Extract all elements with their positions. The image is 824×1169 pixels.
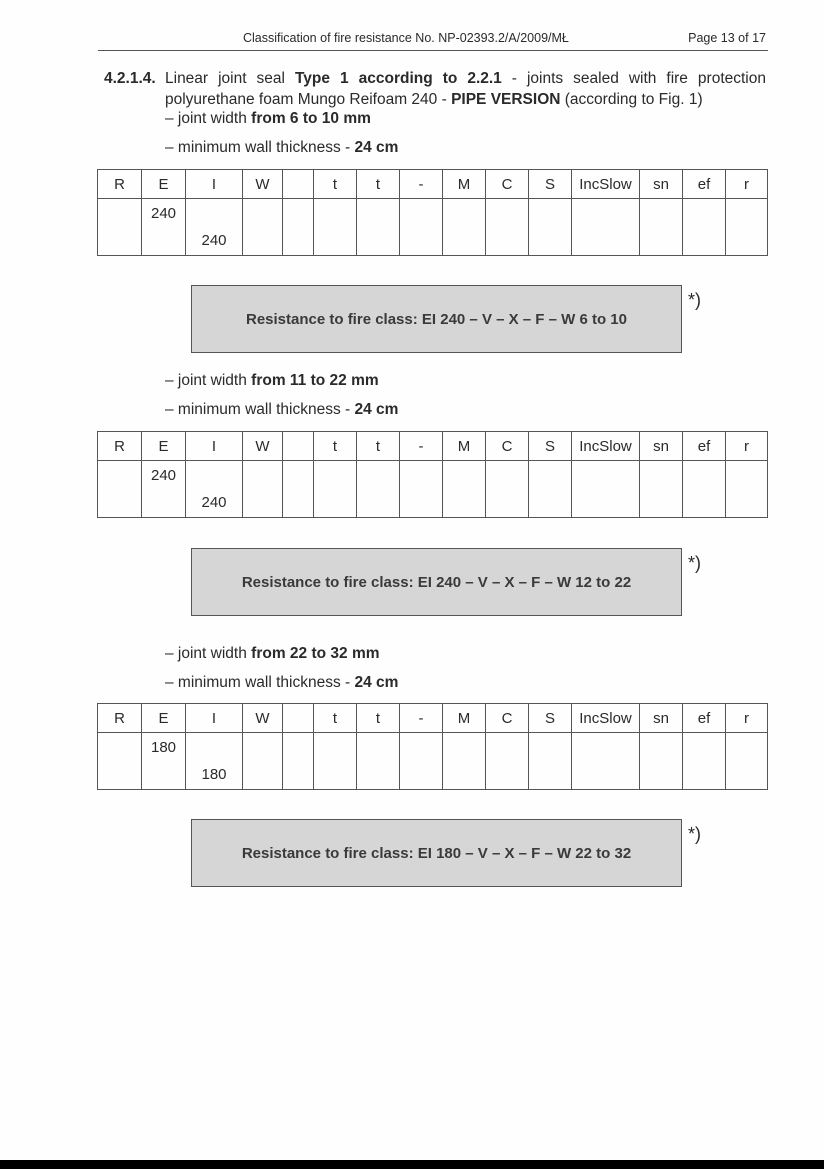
value: 24 cm [354,139,399,156]
table-cell [640,199,683,256]
column-header: r [726,432,768,461]
column-header: t [314,432,357,461]
table-value-row [98,199,768,256]
column-header: R [98,704,142,733]
column-header: I [186,704,243,733]
table-cell [443,733,486,790]
value: from 6 to 10 mm [251,110,371,127]
column-header: E [142,170,186,199]
column-header: W [243,704,283,733]
label: – joint width [165,645,252,662]
column-header: - [400,432,443,461]
column-header: M [443,704,486,733]
table-cell [400,199,443,256]
table-cell [726,733,768,790]
page-number: Page 13 of 17 [688,31,766,45]
column-header: sn [640,170,683,199]
table-cell [400,461,443,518]
wall-thickness-line [165,401,398,419]
table-cell [142,733,186,790]
column-header: S [529,170,572,199]
table-cell [98,733,142,790]
table-cell [486,461,529,518]
table-cell [529,199,572,256]
column-header: I [186,432,243,461]
classification-table [97,703,768,790]
column-header: S [529,432,572,461]
table-cell [683,199,726,256]
table-cell [572,199,640,256]
table-value-row [98,733,768,790]
scan-edge [0,1160,824,1169]
column-header: E [142,432,186,461]
column-header: W [243,432,283,461]
table-cell [640,461,683,518]
column-header: R [98,432,142,461]
wall-thickness-line [165,139,398,157]
joint-width-line [165,110,371,128]
e-value: 240 [150,205,177,222]
document-reference: Classification of fire resistance No. NP-02393.2/A/2009/MŁ [243,31,569,45]
section-text-1: Linear joint seal [165,70,295,87]
table-cell [186,461,243,518]
table-cell [486,199,529,256]
column-header: C [486,170,529,199]
table-cell [357,461,400,518]
label: – minimum wall thickness - [165,674,355,691]
column-header: IncSlow [572,704,640,733]
table-cell [243,461,283,518]
table-header-row [98,432,768,461]
table-cell [726,461,768,518]
label: – joint width [165,110,252,127]
column-header: ef [683,704,726,733]
section-heading [104,68,766,110]
footnote-mark: *) [688,553,701,573]
column-header [283,704,314,733]
table-cell [529,733,572,790]
table-cell [572,733,640,790]
joint-width-line [165,372,379,390]
e-value: 180 [150,739,177,756]
table-cell [357,733,400,790]
table-cell [186,199,243,256]
section-text-3: (according to Fig. 1) [560,91,703,108]
classification-table [97,431,768,518]
table-cell [314,733,357,790]
table-cell [486,733,529,790]
joint-width-line [165,645,380,663]
table-cell [314,461,357,518]
table-cell [357,199,400,256]
table-header-row [98,170,768,199]
table-cell [283,733,314,790]
table-value-row [98,461,768,518]
version-label: PIPE VERSION [451,91,561,108]
resistance-class-box: Resistance to fire class: EI 180 – V – X – F – W 22 to 32 [191,819,682,887]
table-cell [314,199,357,256]
label: – minimum wall thickness - [165,139,355,156]
column-header: W [243,170,283,199]
column-header: t [314,170,357,199]
page-header [98,30,768,51]
label: – minimum wall thickness - [165,401,355,418]
table-cell [683,733,726,790]
column-header: sn [640,704,683,733]
wall-thickness-line [165,674,398,692]
column-header: ef [683,432,726,461]
resistance-class-box: Resistance to fire class: EI 240 – V – X – F – W 12 to 22 [191,548,682,616]
column-header: r [726,704,768,733]
column-header: M [443,170,486,199]
table-cell [98,199,142,256]
section-description [165,68,766,110]
section-number: 4.2.1.4. [104,70,156,87]
table-cell [529,461,572,518]
column-header: M [443,432,486,461]
table-cell [283,199,314,256]
table-header-row [98,704,768,733]
table-cell [142,199,186,256]
i-value: 240 [201,231,227,249]
column-header: t [357,704,400,733]
value: from 22 to 32 mm [251,645,380,662]
table-cell [186,733,243,790]
table-cell [443,461,486,518]
e-value: 240 [150,467,177,484]
column-header [283,432,314,461]
table-cell [443,199,486,256]
table-cell [572,461,640,518]
value: 24 cm [354,401,399,418]
column-header: ef [683,170,726,199]
seal-type: Type 1 according to 2.2.1 [294,70,502,87]
column-header: t [357,170,400,199]
column-header: - [400,170,443,199]
value: 24 cm [354,674,399,691]
column-header: E [142,704,186,733]
footnote-mark: *) [688,824,701,844]
column-header: R [98,170,142,199]
column-header: IncSlow [572,170,640,199]
value: from 11 to 22 mm [251,372,379,389]
resistance-class-box: Resistance to fire class: EI 240 – V – X – F – W 6 to 10 [191,285,682,353]
column-header: C [486,432,529,461]
table-cell [640,733,683,790]
footnote-mark: *) [688,290,701,310]
column-header: t [357,432,400,461]
column-header [283,170,314,199]
column-header: sn [640,432,683,461]
table-cell [726,199,768,256]
column-header: r [726,170,768,199]
classification-table [97,169,768,256]
label: – joint width [165,372,252,389]
column-header: t [314,704,357,733]
table-cell [683,461,726,518]
column-header: IncSlow [572,432,640,461]
section-text-2: - joints sealed with fire protection polyurethane foam Mungo Reifoam 240 - [165,70,766,108]
table-cell [142,461,186,518]
column-header: I [186,170,243,199]
table-cell [283,461,314,518]
table-cell [243,199,283,256]
column-header: S [529,704,572,733]
table-cell [98,461,142,518]
i-value: 240 [201,493,227,511]
i-value: 180 [201,765,227,783]
column-header: - [400,704,443,733]
column-header: C [486,704,529,733]
table-cell [243,733,283,790]
table-cell [400,733,443,790]
